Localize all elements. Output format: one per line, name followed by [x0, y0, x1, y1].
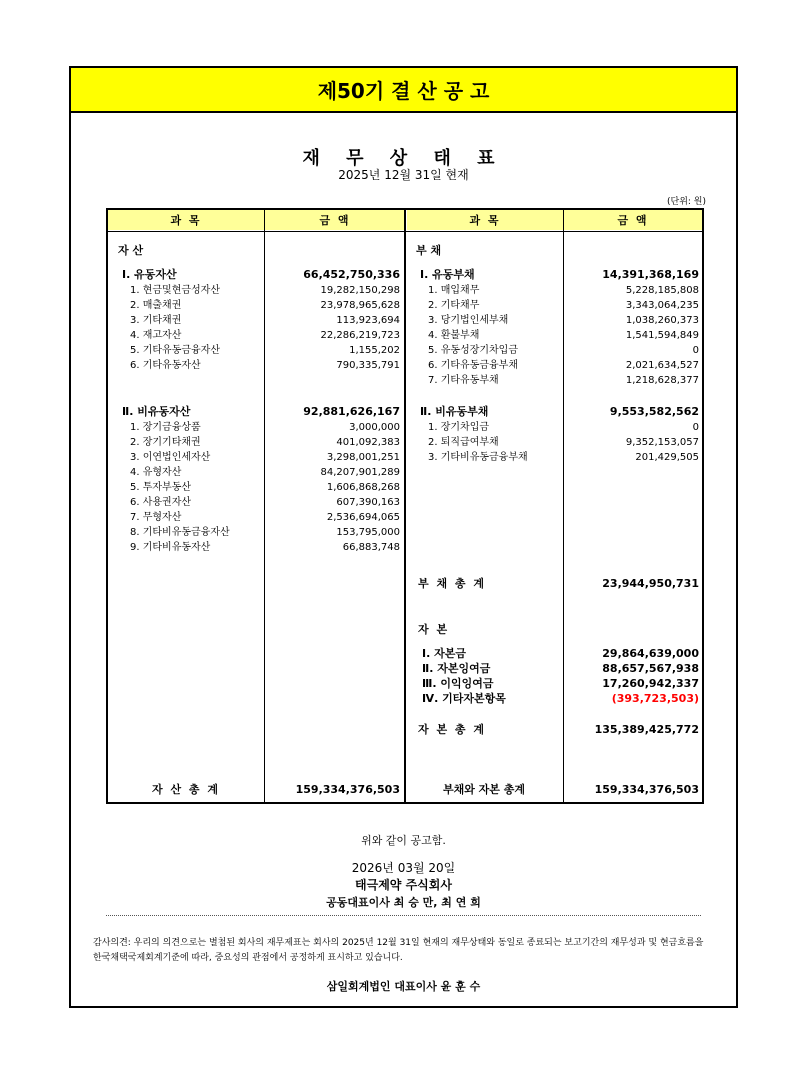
asset-item-value: 153,795,000 — [336, 527, 400, 538]
asset-item-label: 9. 기타비유동자산 — [130, 542, 211, 553]
asset-item-value: 23,978,965,628 — [320, 300, 400, 311]
asset-item-label: 8. 기타비유동금융자산 — [130, 527, 230, 538]
equity-heading: 자 본 — [418, 623, 450, 636]
asset-item-value: 84,207,901,289 — [320, 467, 400, 478]
liab-equity-total-label: 부채와 자본 총계 — [442, 783, 526, 796]
asset-item-label: 6. 사용권자산 — [130, 497, 192, 508]
equity-item-value: 88,657,567,938 — [602, 662, 699, 675]
asset-item-label: 4. 재고자산 — [130, 330, 182, 341]
equity-item-label: Ⅰ. 자본금 — [422, 647, 466, 660]
liabilities-heading: 부 채 — [416, 244, 442, 257]
asset-item-label: 3. 기타채권 — [130, 315, 182, 326]
equity-total-label: 자 본 총 계 — [418, 723, 486, 736]
asset-item-label: 2. 장기기타채권 — [130, 437, 201, 448]
current-liabilities-total: 14,391,368,169 — [602, 268, 699, 281]
header-item-right: 과 목 — [407, 210, 563, 230]
assets-total-label: 자 산 총 계 — [152, 783, 220, 796]
asset-item-value: 19,282,150,298 — [320, 285, 400, 296]
liabilities-total-label: 부 채 총 계 — [418, 577, 486, 590]
liability-item-label: 2. 퇴직급여부채 — [428, 437, 499, 448]
asset-item-value: 1,155,202 — [349, 345, 400, 356]
current-liabilities-label: Ⅰ. 유동부채 — [420, 268, 475, 281]
unit-label: (단위: 원) — [667, 197, 706, 207]
liab-equity-total-value: 159,334,376,503 — [594, 783, 699, 796]
liability-item-label: 2. 기타채무 — [428, 300, 480, 311]
statement-date: 2025년 12월 31일 현재 — [338, 168, 469, 182]
liability-item-value: 3,343,064,235 — [625, 300, 699, 311]
header-amount-right: 금 액 — [564, 210, 702, 230]
asset-item-label: 6. 기타유동자산 — [130, 360, 201, 371]
liability-item-value: 5,228,185,808 — [625, 285, 699, 296]
header-item-left: 과 목 — [108, 210, 264, 230]
asset-item-label: 4. 유형자산 — [130, 467, 182, 478]
equity-item-label: Ⅲ. 이익잉여금 — [422, 677, 494, 690]
asset-item-label: 7. 무형자산 — [130, 512, 182, 523]
liability-item-label: 7. 기타유동부채 — [428, 375, 499, 386]
asset-item-label: 5. 기타유동금융자산 — [130, 345, 220, 356]
asset-item-value: 3,298,001,251 — [326, 452, 400, 463]
noncurrent-assets-label: Ⅱ. 비유동자산 — [122, 405, 191, 418]
header-amount-left: 금 액 — [265, 210, 405, 230]
notice-statement: 위와 같이 공고함. — [361, 834, 446, 847]
current-assets-total: 66,452,750,336 — [303, 268, 400, 281]
assets-heading: 자 산 — [118, 244, 144, 257]
ceo-names: 공동대표이사 최 승 만, 최 연 희 — [326, 896, 481, 909]
liability-item-label: 6. 기타유동금융부채 — [428, 360, 518, 371]
liability-item-value: 1,038,260,373 — [625, 315, 699, 326]
liability-item-label: 5. 유동성장기차입금 — [428, 345, 518, 356]
asset-item-label: 1. 장기금융상품 — [130, 422, 201, 433]
asset-item-value: 3,000,000 — [349, 422, 400, 433]
notice-frame — [69, 66, 738, 1008]
assets-total-value: 159,334,376,503 — [295, 783, 400, 796]
liability-item-value: 201,429,505 — [635, 452, 699, 463]
liability-item-value: 1,541,594,849 — [625, 330, 699, 341]
noncurrent-liabilities-label: Ⅱ. 비유동부채 — [420, 405, 489, 418]
noncurrent-liabilities-total: 9,553,582,562 — [609, 405, 699, 418]
asset-item-label: 5. 투자부동산 — [130, 482, 192, 493]
liabilities-total-value: 23,944,950,731 — [602, 577, 699, 590]
notice-title: 제50기 결 산 공 고 — [71, 68, 736, 113]
liability-item-label: 1. 매입채무 — [428, 285, 480, 296]
company-name: 태극제약 주식회사 — [355, 878, 452, 892]
liability-item-label: 3. 기타비유동금융부채 — [428, 452, 528, 463]
audit-opinion: 감사의견: 우리의 의견으로는 별첨된 회사의 재무제표는 회사의 2025년 12월 31일 현재의 재무상태와 동일로 종료되는 보고기간의 재무성과 및 현금흐름을 한국채택국제회계기준에 따라, 중요성의 관점에서 공정하게 표시하고 있습니다. — [93, 938, 704, 963]
asset-item-label: 1. 현금및현금성자산 — [130, 285, 220, 296]
equity-item-value-negative: (393,723,503) — [611, 692, 699, 705]
liability-item-value: 0 — [692, 345, 699, 356]
asset-item-value: 22,286,219,723 — [320, 330, 400, 341]
asset-item-value: 66,883,748 — [342, 542, 400, 553]
asset-item-value: 2,536,694,065 — [326, 512, 400, 523]
liability-item-value: 2,021,634,527 — [625, 360, 699, 371]
equity-item-label: Ⅳ. 기타자본항목 — [422, 692, 506, 705]
liability-item-label: 3. 당기법인세부채 — [428, 315, 509, 326]
liability-item-label: 4. 환불부채 — [428, 330, 480, 341]
statement-title: 재 무 상 태 표 — [302, 148, 505, 169]
asset-item-value: 790,335,791 — [336, 360, 400, 371]
equity-item-value: 17,260,942,337 — [602, 677, 699, 690]
dotted-divider — [106, 915, 701, 916]
balance-sheet-table — [106, 208, 704, 804]
divider — [404, 210, 406, 802]
liability-item-value: 0 — [692, 422, 699, 433]
asset-item-label: 3. 이연법인세자산 — [130, 452, 211, 463]
equity-total-value: 135,389,425,772 — [594, 723, 699, 736]
divider — [563, 210, 564, 802]
notice-date: 2026년 03월 20일 — [351, 861, 456, 875]
current-assets-label: Ⅰ. 유동자산 — [122, 268, 177, 281]
liability-item-label: 1. 장기차입금 — [428, 422, 490, 433]
asset-item-value: 607,390,163 — [336, 497, 400, 508]
asset-item-label: 2. 매출채권 — [130, 300, 182, 311]
liability-item-value: 9,352,153,057 — [625, 437, 699, 448]
asset-item-value: 1,606,868,268 — [326, 482, 400, 493]
noncurrent-assets-total: 92,881,626,167 — [303, 405, 400, 418]
equity-item-label: Ⅱ. 자본잉여금 — [422, 662, 491, 675]
asset-item-value: 113,923,694 — [336, 315, 400, 326]
asset-item-value: 401,092,383 — [336, 437, 400, 448]
equity-item-value: 29,864,639,000 — [602, 647, 699, 660]
divider — [264, 210, 265, 802]
auditor-name: 삼일회계법인 대표이사 윤 훈 수 — [326, 980, 481, 993]
liability-item-value: 1,218,628,377 — [625, 375, 699, 386]
